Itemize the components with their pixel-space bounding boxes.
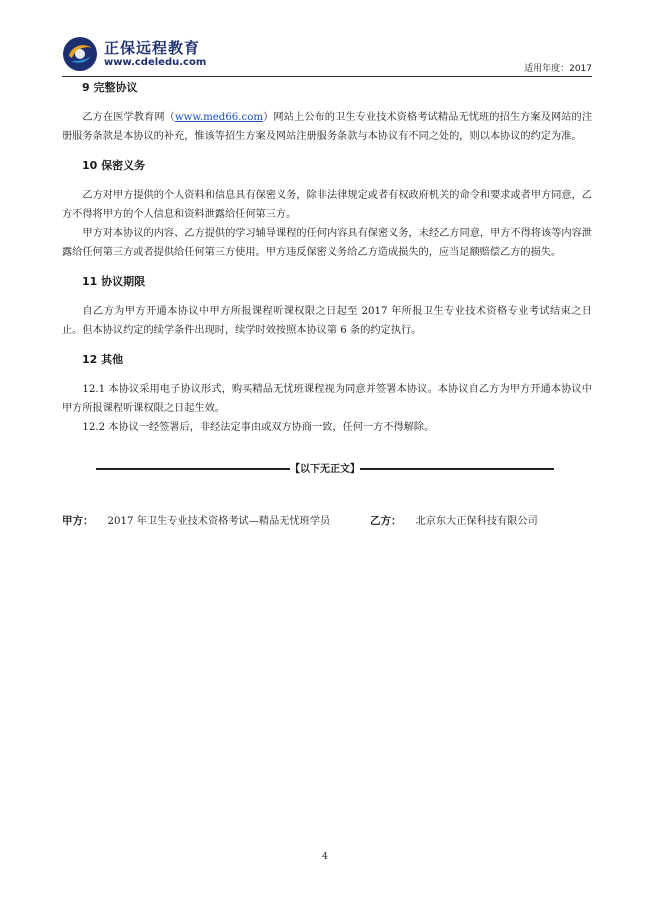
- page-header: [62, 34, 592, 76]
- paragraph: 12.1 本协议采用电子协议形式，购买精品无忧班课程视为同意并签署本协议。本协议自乙方为甲方开通本协议中甲方所报课程听课权限之日起生效。: [62, 384, 592, 414]
- end-of-text-marker: 【以下无正文】: [78, 460, 572, 475]
- divider: [96, 468, 290, 470]
- applicable-year: 适用年度：2017: [524, 64, 592, 74]
- brand-logo-icon: [62, 36, 98, 72]
- section-confidentiality: [62, 156, 592, 262]
- section-title: 10 保密义务: [82, 159, 146, 172]
- document-body: [62, 78, 592, 437]
- section-others: [62, 350, 592, 437]
- party-b-label: 乙方：: [370, 515, 402, 527]
- paragraph: 自乙方为甲方开通本协议中甲方所报课程听课权限之日起至 2017 年所报卫生专业技术资格专业考试结束之日止。但本协议约定的续学条件出现时，续学时效按照本协议第 6 条的约定执行。: [62, 306, 592, 336]
- section-title: 11 协议期限: [82, 275, 146, 288]
- med66-link[interactable]: www.med66.com: [174, 112, 264, 123]
- party-a-value: 2017 年卫生专业技术资格考试—精品无忧班学员: [107, 516, 331, 527]
- party-a-signature: [62, 512, 330, 528]
- party-b-value: 北京东大正保科技有限公司: [415, 516, 538, 527]
- section-complete-agreement: [62, 78, 592, 146]
- paragraph: 甲方对本协议的内容、乙方提供的学习辅导课程的任何内容具有保密义务，未经乙方同意，甲方不得将该等内容泄露给任何第三方或者提供给任何第三方使用。甲方违反保密义务给乙方造成损失的，应当足额赔偿乙方的损失。: [62, 228, 592, 258]
- header-divider: [62, 76, 592, 77]
- page-number: 4: [322, 852, 328, 862]
- section-title: 12 其他: [82, 353, 124, 366]
- brand-name: 正保远程教育: [104, 39, 201, 57]
- party-a-label: 甲方：: [62, 515, 94, 527]
- party-b-signature: [370, 512, 538, 528]
- paragraph: 乙方在医学教育网（www.med66.com）网站上公布的卫生专业技术资格考试精品无忧班的招生方案及网站的注册服务条款是本协议的补充，惟该等招生方案及网站注册服务条款与本协议有不同之处的，则以本协议的约定为准。: [62, 112, 593, 142]
- section-agreement-term: [62, 272, 592, 340]
- divider: [360, 468, 554, 470]
- section-title: 9 完整协议: [82, 81, 138, 94]
- brand-url: www.cdeledu.com: [104, 57, 207, 68]
- paragraph: 乙方对甲方提供的个人资料和信息具有保密义务，除非法律规定或者有权政府机关的命令和要求或者甲方同意，乙方不得将甲方的个人信息和资料泄露给任何第三方。: [62, 190, 592, 220]
- paragraph: 12.2 本协议一经签署后，非经法定事由或双方协商一致，任何一方不得解除。: [82, 422, 435, 433]
